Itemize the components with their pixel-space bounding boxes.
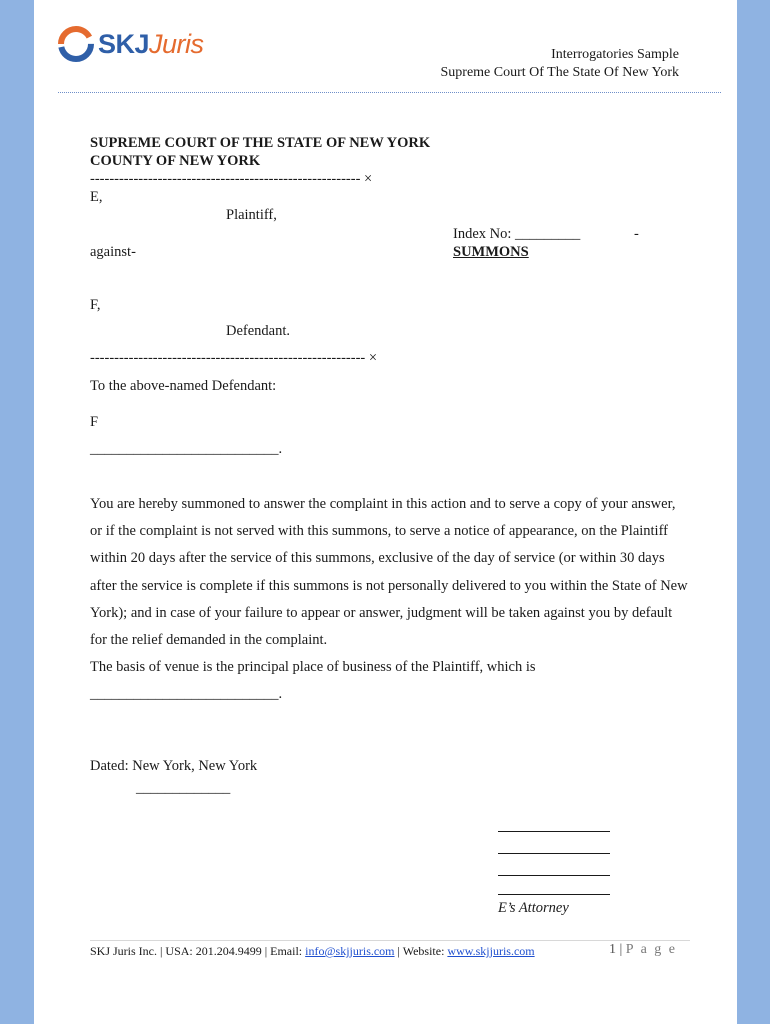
date-blank: _____________	[136, 780, 231, 796]
signature-line	[498, 831, 610, 832]
against-text: against-	[90, 244, 136, 260]
index-number-field: Index No: _________	[453, 226, 581, 242]
defendant-name: F,	[90, 297, 101, 313]
logo-wordmark: SKJJuris	[98, 29, 204, 59]
summons-paragraph: You are hereby summoned to answer the complaint in this action and to serve a copy of your answer, or if the complaint is not served with this summons, to serve a notice of appearance, on the Plaintiff within 20 days after the service of this summons, exclusive of the day of service (or within 30 days after the service is complete if this summons is not personally delivered to you within the State of New York); and in case of your failure to appear or answer, judgment will be taken against you by default for the relief demanded in the complaint.	[90, 496, 688, 649]
footer-email-link[interactable]: info@skjjuris.com	[305, 944, 395, 958]
county-name: COUNTY OF NEW YORK	[90, 153, 261, 169]
page-number: 1 | P a g e	[608, 942, 677, 957]
document-page	[34, 0, 737, 1024]
signature-line	[498, 875, 610, 876]
recipient-name: F	[90, 414, 99, 430]
header-title: Interrogatories Sample	[551, 47, 679, 62]
footer-contact	[90, 944, 535, 959]
attorney-label: E’s Attorney	[498, 900, 569, 916]
summons-title: SUMMONS	[453, 244, 529, 260]
recipient-blank: __________________________.	[90, 441, 283, 457]
plaintiff-name: E,	[90, 189, 103, 205]
caption-divider-bottom: --------------------------------------------------------- ×	[90, 350, 378, 366]
footer-website-label: | Website:	[394, 944, 448, 958]
signature-line	[498, 853, 610, 854]
venue-paragraph: The basis of venue is the principal place of business of the Plaintiff, which is	[90, 659, 536, 676]
header-subtitle: Supreme Court Of The State Of New York	[440, 65, 679, 80]
footer-website-link[interactable]: www.skjjuris.com	[447, 944, 535, 958]
header-divider	[58, 92, 721, 93]
company-logo	[58, 26, 208, 62]
venue-blank: __________________________.	[90, 686, 283, 703]
summons-body	[90, 491, 690, 709]
logo-swirl-icon	[58, 26, 96, 62]
caption-divider-top: -------------------------------------------------------- ×	[90, 171, 373, 187]
dated-line: Dated: New York, New York	[90, 758, 258, 774]
signature-line	[498, 894, 610, 895]
index-dash: -	[634, 226, 639, 242]
footer-divider	[90, 940, 690, 941]
defendant-label: Defendant.	[226, 323, 291, 339]
footer-company: SKJ Juris Inc. | USA: 201.204.9499 | Email:	[90, 944, 306, 958]
plaintiff-label: Plaintiff,	[226, 207, 277, 223]
court-name: SUPREME COURT OF THE STATE OF NEW YORK	[90, 135, 431, 151]
address-line: To the above-named Defendant:	[90, 378, 277, 394]
